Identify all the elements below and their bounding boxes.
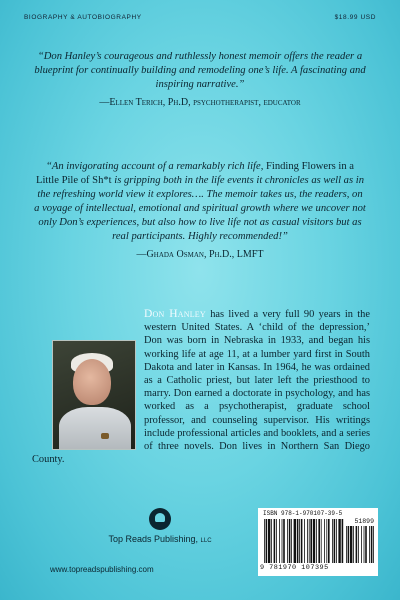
author-bio	[32, 308, 370, 466]
category-label: BIOGRAPHY & AUTOBIOGRAPHY	[24, 14, 142, 21]
isbn-barcode	[258, 508, 378, 576]
publisher-block	[100, 508, 220, 544]
testimonial-1-text: “Don Hanley’s courageous and ruthlessly honest memoir offers the reader a blueprint for continually building and remodeling one’s life. A fascinating and inspiring narrative.”	[34, 51, 366, 90]
book-title: Finding Flowers in a Little Pile of Sh*t	[35, 161, 354, 186]
testimonial-1	[34, 50, 366, 110]
author-name: Don Hanley	[144, 308, 206, 320]
testimonial-2-text-a: “An invigorating account of a remarkably rich life,	[46, 161, 264, 172]
barcode-digits: 9 781970 107395	[260, 564, 329, 572]
testimonial-1-role: psychotherapist, educator	[193, 97, 301, 108]
price-label: $18.99 USD	[334, 14, 376, 21]
publisher-name: Top Reads Publishing, LLC	[108, 534, 212, 544]
author-bio-text: has lived a very full 90 years in the western United States. A ‘child of the depression,’ Don was born in Nebraska in 1933, and began his working life at age 11, at a lumber yard first in South Dakota and later in Kansas. In 1964, he was ordained as a Catholic priest, but later left the priesthood to marry. Don earned a doctorate in psychology, and has worked as a psychotherapist, graduate school professor, and counseling supervisor. His writings include professional articles and booklets, and a series of three novels. Don lives in Northern San Diego County.	[32, 309, 370, 466]
top-bar	[24, 14, 376, 21]
barcode-bars	[264, 519, 344, 563]
barcode-price-code: 51899	[354, 518, 374, 525]
publisher-website: www.topreadspublishing.com	[50, 565, 154, 574]
barcode-addon-bars	[346, 526, 374, 563]
book-flower-logo-icon	[149, 508, 171, 530]
isbn-number: ISBN 978-1-970107-39-5	[263, 510, 343, 517]
testimonial-2-text-b: is gripping both in the life events it chronicles as well as in the refreshing world view it explores…. The memoir takes us, the readers, on a voyage of intellectual, emotional and spiritual growth where we uncover not only Don’s experiences, but also how to live life not as casual visitors but as real participants. Highly recommended!”	[34, 175, 366, 242]
testimonial-2	[34, 160, 366, 262]
testimonial-2-credit: —Ghada Osman, Ph.D., LMFT	[136, 249, 264, 260]
testimonial-1-author: —Ellen Terich, Ph.D,	[99, 97, 191, 108]
author-photo	[52, 340, 136, 450]
testimonial-1-credit	[34, 96, 366, 110]
